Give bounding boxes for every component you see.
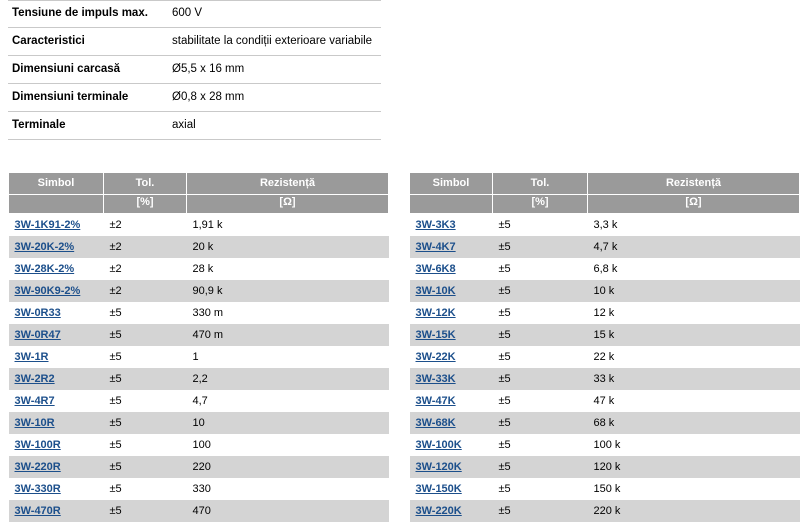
column-unit-resistance: [Ω] — [588, 195, 800, 214]
table-row — [9, 280, 389, 302]
cell-resistance: 20 k — [187, 236, 389, 258]
cell-resistance: 33 k — [588, 368, 800, 390]
symbol-link[interactable]: 3W-28K-2% — [14, 263, 75, 275]
symbol-link[interactable]: 3W-220K — [415, 505, 462, 517]
table-row — [410, 412, 800, 434]
cell-tolerance: ±5 — [493, 280, 588, 302]
cell-symbol — [9, 324, 104, 346]
header-row-units — [9, 195, 389, 214]
cell-resistance: 470 m — [187, 324, 389, 346]
cell-resistance: 330 m — [187, 302, 389, 324]
cell-tolerance: ±5 — [104, 368, 187, 390]
symbol-link[interactable]: 3W-3K3 — [415, 219, 456, 231]
column-unit-symbol — [9, 195, 104, 214]
spec-row — [8, 84, 381, 112]
cell-resistance: 220 — [187, 456, 389, 478]
specification-section — [8, 0, 373, 140]
cell-tolerance: ±5 — [104, 434, 187, 456]
cell-tolerance: ±5 — [104, 500, 187, 522]
cell-resistance: 150 k — [588, 478, 800, 500]
table-row — [410, 346, 800, 368]
symbol-link[interactable]: 3W-100K — [415, 439, 462, 451]
cell-symbol — [9, 478, 104, 500]
symbol-link[interactable]: 3W-100R — [14, 439, 61, 451]
table-row — [9, 500, 389, 522]
cell-symbol — [410, 390, 493, 412]
cell-symbol — [410, 434, 493, 456]
cell-tolerance: ±5 — [104, 456, 187, 478]
table-row — [9, 412, 389, 434]
cell-tolerance: ±5 — [104, 412, 187, 434]
table-row — [410, 368, 800, 390]
symbol-link[interactable]: 3W-15K — [415, 329, 456, 341]
symbol-link[interactable]: 3W-47K — [415, 395, 456, 407]
symbol-link[interactable]: 3W-1R — [14, 351, 49, 363]
table-row — [410, 500, 800, 522]
cell-tolerance: ±5 — [493, 434, 588, 456]
cell-tolerance: ±5 — [104, 324, 187, 346]
table-row — [410, 236, 800, 258]
symbol-link[interactable]: 3W-120K — [415, 461, 462, 473]
cell-tolerance: ±5 — [493, 324, 588, 346]
cell-tolerance: ±5 — [104, 346, 187, 368]
cell-resistance: 4,7 — [187, 390, 389, 412]
cell-tolerance: ±5 — [493, 456, 588, 478]
cell-resistance: 10 — [187, 412, 389, 434]
spec-label: Dimensiuni carcasă — [8, 56, 168, 84]
cell-resistance: 15 k — [588, 324, 800, 346]
cell-resistance: 4,7 k — [588, 236, 800, 258]
cell-tolerance: ±2 — [104, 258, 187, 280]
resistor-table-right — [409, 172, 800, 522]
cell-symbol — [9, 500, 104, 522]
cell-symbol — [9, 236, 104, 258]
cell-tolerance: ±5 — [493, 390, 588, 412]
table-row — [410, 324, 800, 346]
table-row — [410, 280, 800, 302]
table-row — [9, 390, 389, 412]
header-row-titles — [410, 173, 800, 195]
header-row-titles — [9, 173, 389, 195]
cell-symbol — [410, 324, 493, 346]
table-row — [9, 236, 389, 258]
symbol-link[interactable]: 3W-6K8 — [415, 263, 456, 275]
cell-symbol — [410, 280, 493, 302]
symbol-link[interactable]: 3W-470R — [14, 505, 61, 517]
cell-tolerance: ±5 — [493, 302, 588, 324]
cell-resistance: 12 k — [588, 302, 800, 324]
resistor-table-left — [8, 172, 389, 522]
column-header-tolerance: Tol. — [104, 173, 187, 195]
symbol-link[interactable]: 3W-12K — [415, 307, 456, 319]
column-unit-tolerance: [%] — [493, 195, 588, 214]
symbol-link[interactable]: 3W-220R — [14, 461, 61, 473]
symbol-link[interactable]: 3W-150K — [415, 483, 462, 495]
table-row — [410, 478, 800, 500]
table-row — [9, 324, 389, 346]
symbol-link[interactable]: 3W-0R33 — [14, 307, 61, 319]
cell-symbol — [9, 434, 104, 456]
cell-tolerance: ±5 — [104, 302, 187, 324]
column-unit-resistance: [Ω] — [187, 195, 389, 214]
cell-resistance: 47 k — [588, 390, 800, 412]
spec-row — [8, 28, 381, 56]
spec-row — [8, 1, 381, 28]
table-row — [9, 346, 389, 368]
spec-value: axial — [168, 112, 381, 140]
spec-label: Terminale — [8, 112, 168, 140]
cell-symbol — [410, 258, 493, 280]
table-row — [410, 214, 800, 237]
cell-symbol — [9, 280, 104, 302]
symbol-link[interactable]: 3W-20K-2% — [14, 241, 75, 253]
cell-resistance: 22 k — [588, 346, 800, 368]
cell-resistance: 90,9 k — [187, 280, 389, 302]
symbol-link[interactable]: 3W-2R2 — [14, 373, 55, 385]
symbol-link[interactable]: 3W-68K — [415, 417, 456, 429]
cell-resistance: 220 k — [588, 500, 800, 522]
spec-value: Ø5,5 x 16 mm — [168, 56, 381, 84]
cell-tolerance: ±5 — [493, 214, 588, 237]
cell-tolerance: ±2 — [104, 214, 187, 237]
symbol-link[interactable]: 3W-10R — [14, 417, 55, 429]
cell-symbol — [410, 500, 493, 522]
cell-resistance: 100 — [187, 434, 389, 456]
cell-resistance: 10 k — [588, 280, 800, 302]
cell-tolerance: ±5 — [493, 346, 588, 368]
spec-row — [8, 112, 381, 140]
table-row — [410, 302, 800, 324]
cell-symbol — [410, 346, 493, 368]
cell-resistance: 28 k — [187, 258, 389, 280]
cell-symbol — [9, 390, 104, 412]
table-row — [9, 478, 389, 500]
column-header-resistance: Rezistență — [187, 173, 389, 195]
cell-symbol — [410, 214, 493, 237]
symbol-link[interactable]: 3W-33K — [415, 373, 456, 385]
table-row — [410, 434, 800, 456]
cell-tolerance: ±5 — [493, 412, 588, 434]
spec-value: 600 V — [168, 1, 381, 28]
cell-tolerance: ±5 — [493, 500, 588, 522]
cell-symbol — [9, 214, 104, 237]
cell-resistance: 3,3 k — [588, 214, 800, 237]
cell-tolerance: ±2 — [104, 280, 187, 302]
cell-resistance: 68 k — [588, 412, 800, 434]
table-row — [9, 368, 389, 390]
cell-symbol — [410, 236, 493, 258]
cell-symbol — [410, 456, 493, 478]
spec-row — [8, 56, 381, 84]
cell-resistance: 330 — [187, 478, 389, 500]
table-row — [9, 302, 389, 324]
cell-symbol — [9, 302, 104, 324]
cell-resistance: 1,91 k — [187, 214, 389, 237]
cell-symbol — [9, 456, 104, 478]
table-row — [9, 456, 389, 478]
cell-symbol — [9, 258, 104, 280]
table-header-right — [410, 173, 800, 214]
cell-tolerance: ±5 — [104, 478, 187, 500]
specification-table — [8, 0, 381, 140]
symbol-link[interactable]: 3W-10K — [415, 285, 456, 297]
symbol-link[interactable]: 3W-22K — [415, 351, 456, 363]
spec-label: Caracteristici — [8, 28, 168, 56]
cell-symbol — [9, 346, 104, 368]
cell-resistance: 2,2 — [187, 368, 389, 390]
table-row — [410, 258, 800, 280]
column-unit-symbol — [410, 195, 493, 214]
cell-tolerance: ±5 — [493, 258, 588, 280]
column-unit-tolerance: [%] — [104, 195, 187, 214]
table-row — [410, 390, 800, 412]
cell-tolerance: ±5 — [493, 478, 588, 500]
cell-symbol — [9, 412, 104, 434]
spec-value: Ø0,8 x 28 mm — [168, 84, 381, 112]
cell-resistance: 470 — [187, 500, 389, 522]
cell-symbol — [9, 368, 104, 390]
symbol-link[interactable]: 3W-1K91-2% — [14, 219, 81, 231]
header-row-units — [410, 195, 800, 214]
symbol-link[interactable]: 3W-4R7 — [14, 395, 55, 407]
cell-symbol — [410, 302, 493, 324]
cell-symbol — [410, 478, 493, 500]
spec-label: Tensiune de impuls max. — [8, 1, 168, 28]
symbol-link[interactable]: 3W-330R — [14, 483, 61, 495]
cell-resistance: 6,8 k — [588, 258, 800, 280]
cell-resistance: 1 — [187, 346, 389, 368]
cell-tolerance: ±5 — [493, 368, 588, 390]
column-header-symbol: Simbol — [410, 173, 493, 195]
cell-resistance: 100 k — [588, 434, 800, 456]
column-header-symbol: Simbol — [9, 173, 104, 195]
table-row — [410, 456, 800, 478]
table-row — [9, 258, 389, 280]
spec-value: stabilitate la condiții exterioare variabile — [168, 28, 381, 56]
cell-symbol — [410, 368, 493, 390]
column-header-tolerance: Tol. — [493, 173, 588, 195]
cell-symbol — [410, 412, 493, 434]
symbol-link[interactable]: 3W-4K7 — [415, 241, 456, 253]
table-row — [9, 214, 389, 237]
column-header-resistance: Rezistență — [588, 173, 800, 195]
symbol-link[interactable]: 3W-0R47 — [14, 329, 61, 341]
spec-label: Dimensiuni terminale — [8, 84, 168, 112]
cell-tolerance: ±5 — [493, 236, 588, 258]
cell-resistance: 120 k — [588, 456, 800, 478]
table-row — [9, 434, 389, 456]
cell-tolerance: ±2 — [104, 236, 187, 258]
table-header-left — [9, 173, 389, 214]
symbol-link[interactable]: 3W-90K9-2% — [14, 285, 81, 297]
cell-tolerance: ±5 — [104, 390, 187, 412]
